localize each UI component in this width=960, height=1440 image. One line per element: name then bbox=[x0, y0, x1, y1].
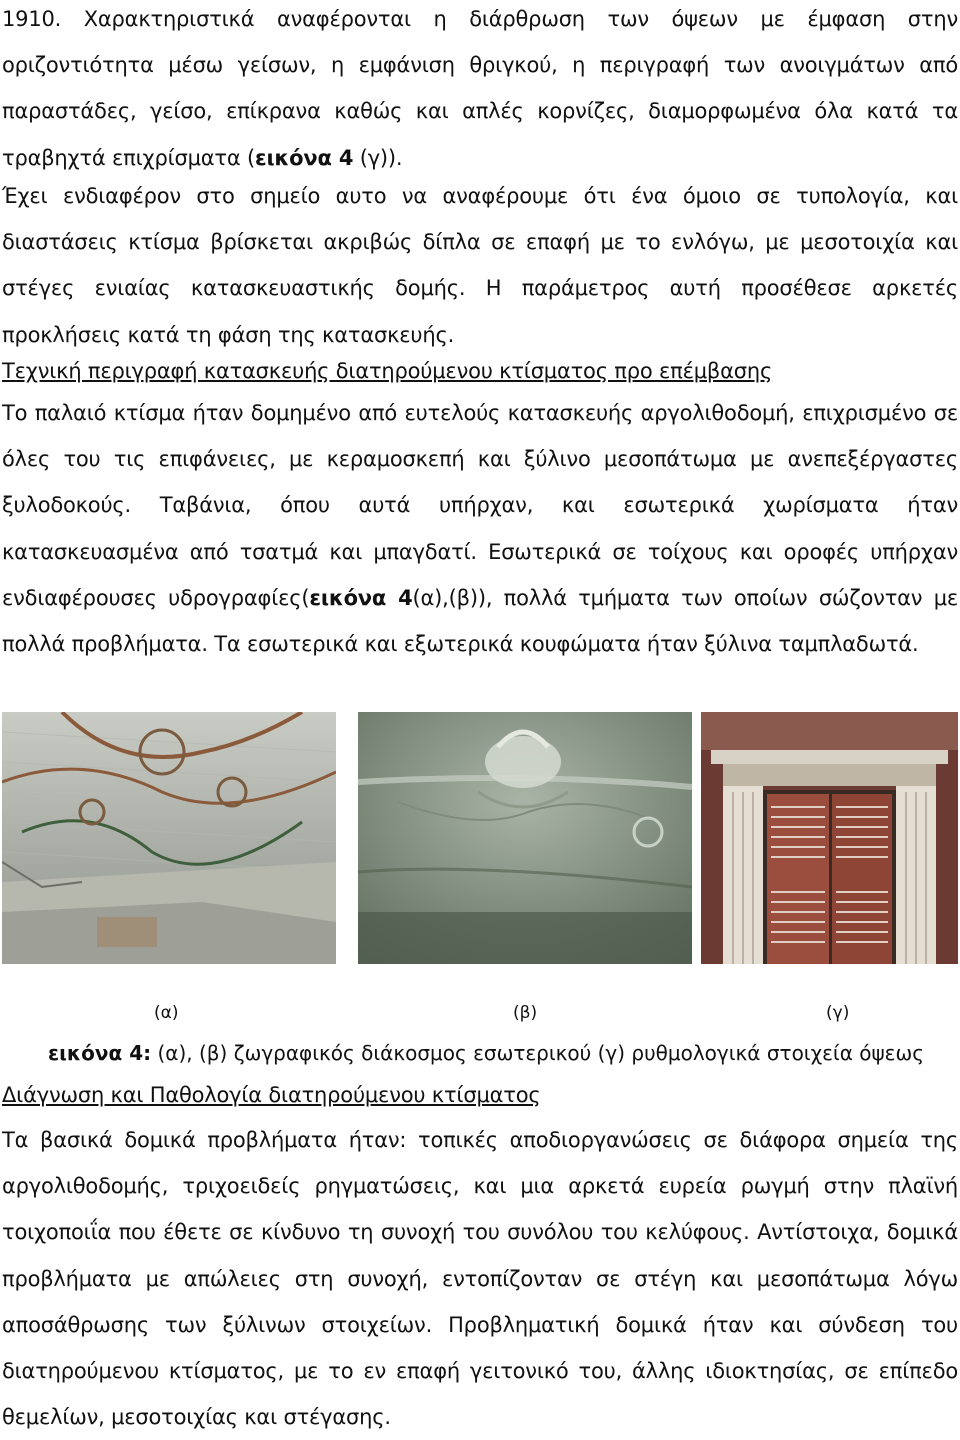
figure-label-c: (γ) bbox=[826, 1003, 850, 1023]
paragraph-intro bbox=[2, 0, 958, 181]
photo-ceiling-decoration bbox=[2, 712, 336, 964]
figure-label-b: (β) bbox=[513, 1003, 538, 1023]
paragraph-construction bbox=[2, 390, 958, 667]
window-photo-image bbox=[701, 712, 958, 964]
figure-caption-title: εικόνα 4: bbox=[48, 1041, 152, 1065]
figure-label-a: (α) bbox=[154, 1003, 179, 1023]
paragraph-neighbor: Έχει ενδιαφέρον στο σημείο αυτο να αναφέρουμε ότι ένα όμοιο σε τυπολογία, και διαστάσεις κτίσμα βρίσκεται ακριβώς δίπλα σε επαφή με το ενλόγω, με μεσοτοιχία και στέγες ενιαίας κατασκευαστικής δομής. Η παράμετρος αυτή προσέθεσε αρκετές προκλήσεις κατά τη φάση της κατασκευής. bbox=[2, 184, 958, 347]
figure-reference: εικόνα 4 bbox=[254, 145, 354, 170]
paragraph-text: (γ)). bbox=[353, 145, 403, 170]
paragraph-text: 1910. Χαρακτηριστικά αναφέρονται η διάρθρωση των όψεων με έμφαση στην οριζοντιότητα μέσω γείσων, η εμφάνιση θριγκού, η περιγραφή των ανοιγμάτων από παραστάδες, γείσο, επίκρανα καθώς και απλές κορνίζες, διαμορφωμένα όλα κατά τα τραβηχτά επιχρίσματα ( bbox=[2, 7, 958, 170]
figure-reference: εικόνα 4 bbox=[309, 585, 413, 610]
wall-photo-image bbox=[358, 712, 692, 964]
paragraph-text: Το παλαιό κτίσμα ήταν δομημένο από ευτελούς κατασκευής αργολιθοδομή, επιχρισμένο σε όλες του τις επιφάνειες, με κεραμοσκεπή και ξύλινο μεσοπάτωμα με ανεπεξέργαστες ξυλοδοκούς. Ταβάνια, όπου αυτά υπήρχαν, και εσωτερικά χωρίσματα ήταν κατασκευασμένα από τσατμά και μπαγδατί. Εσωτερικά σε τοίχους και οροφές υπήρχαν ενδιαφέρουσες υδρογραφίες( bbox=[2, 401, 958, 610]
photo-wall-painting bbox=[358, 712, 692, 964]
ceiling-photo-image bbox=[2, 712, 336, 964]
section-heading-diagnosis: Διάγνωση και Παθολογία διατηρούμενου κτίσματος bbox=[2, 1083, 541, 1107]
section-heading-construction: Τεχνική περιγραφή κατασκευής διατηρούμενου κτίσματος προ επέμβασης bbox=[2, 359, 773, 383]
paragraph-diagnosis: Τα βασικά δομικά προβλήματα ήταν: τοπικές αποδιοργανώσεις σε διάφορα σημεία της αργολιθοδομής, τριχοειδείς ρηγματώσεις, και μια αρκετά ευρεία ρωγμή στην πλαϊνή τοιχοποιΐα που έθετε σε κίνδυνο τη συνοχή του συνόλου του κελύφους. Αντίστοιχα, δομικά προβλήματα με απώλειες στη συνοχή, εντοπίζονταν σε στέγη και μεσοπάτωμα λόγω αποσάθρωσης των ξύλινων στοιχείων. Προβληματική δομικά ήταν και σύνδεση του διατηρούμενου κτίσματος, με το εν επαφή γειτονικό του, άλλης ιδιοκτησίας, σε επίπεδο θεμελίων, μεσοτοιχίας και στέγασης. bbox=[2, 1128, 958, 1430]
figure-caption-text: (α), (β) ζωγραφικός διάκοσμος εσωτερικού (γ) ρυθμολογικά στοιχεία όψεως bbox=[151, 1041, 924, 1065]
paragraph-text: (α),(β)), πολλά τμήματα των οποίων σώζονταν με πολλά προβλήματα. Τα εσωτερικά και εξωτερικά κουφώματα ήταν ξύλινα ταμπλαδωτά. bbox=[2, 585, 959, 657]
photo-window-shutters bbox=[701, 712, 958, 964]
figure-caption bbox=[48, 1035, 924, 1071]
